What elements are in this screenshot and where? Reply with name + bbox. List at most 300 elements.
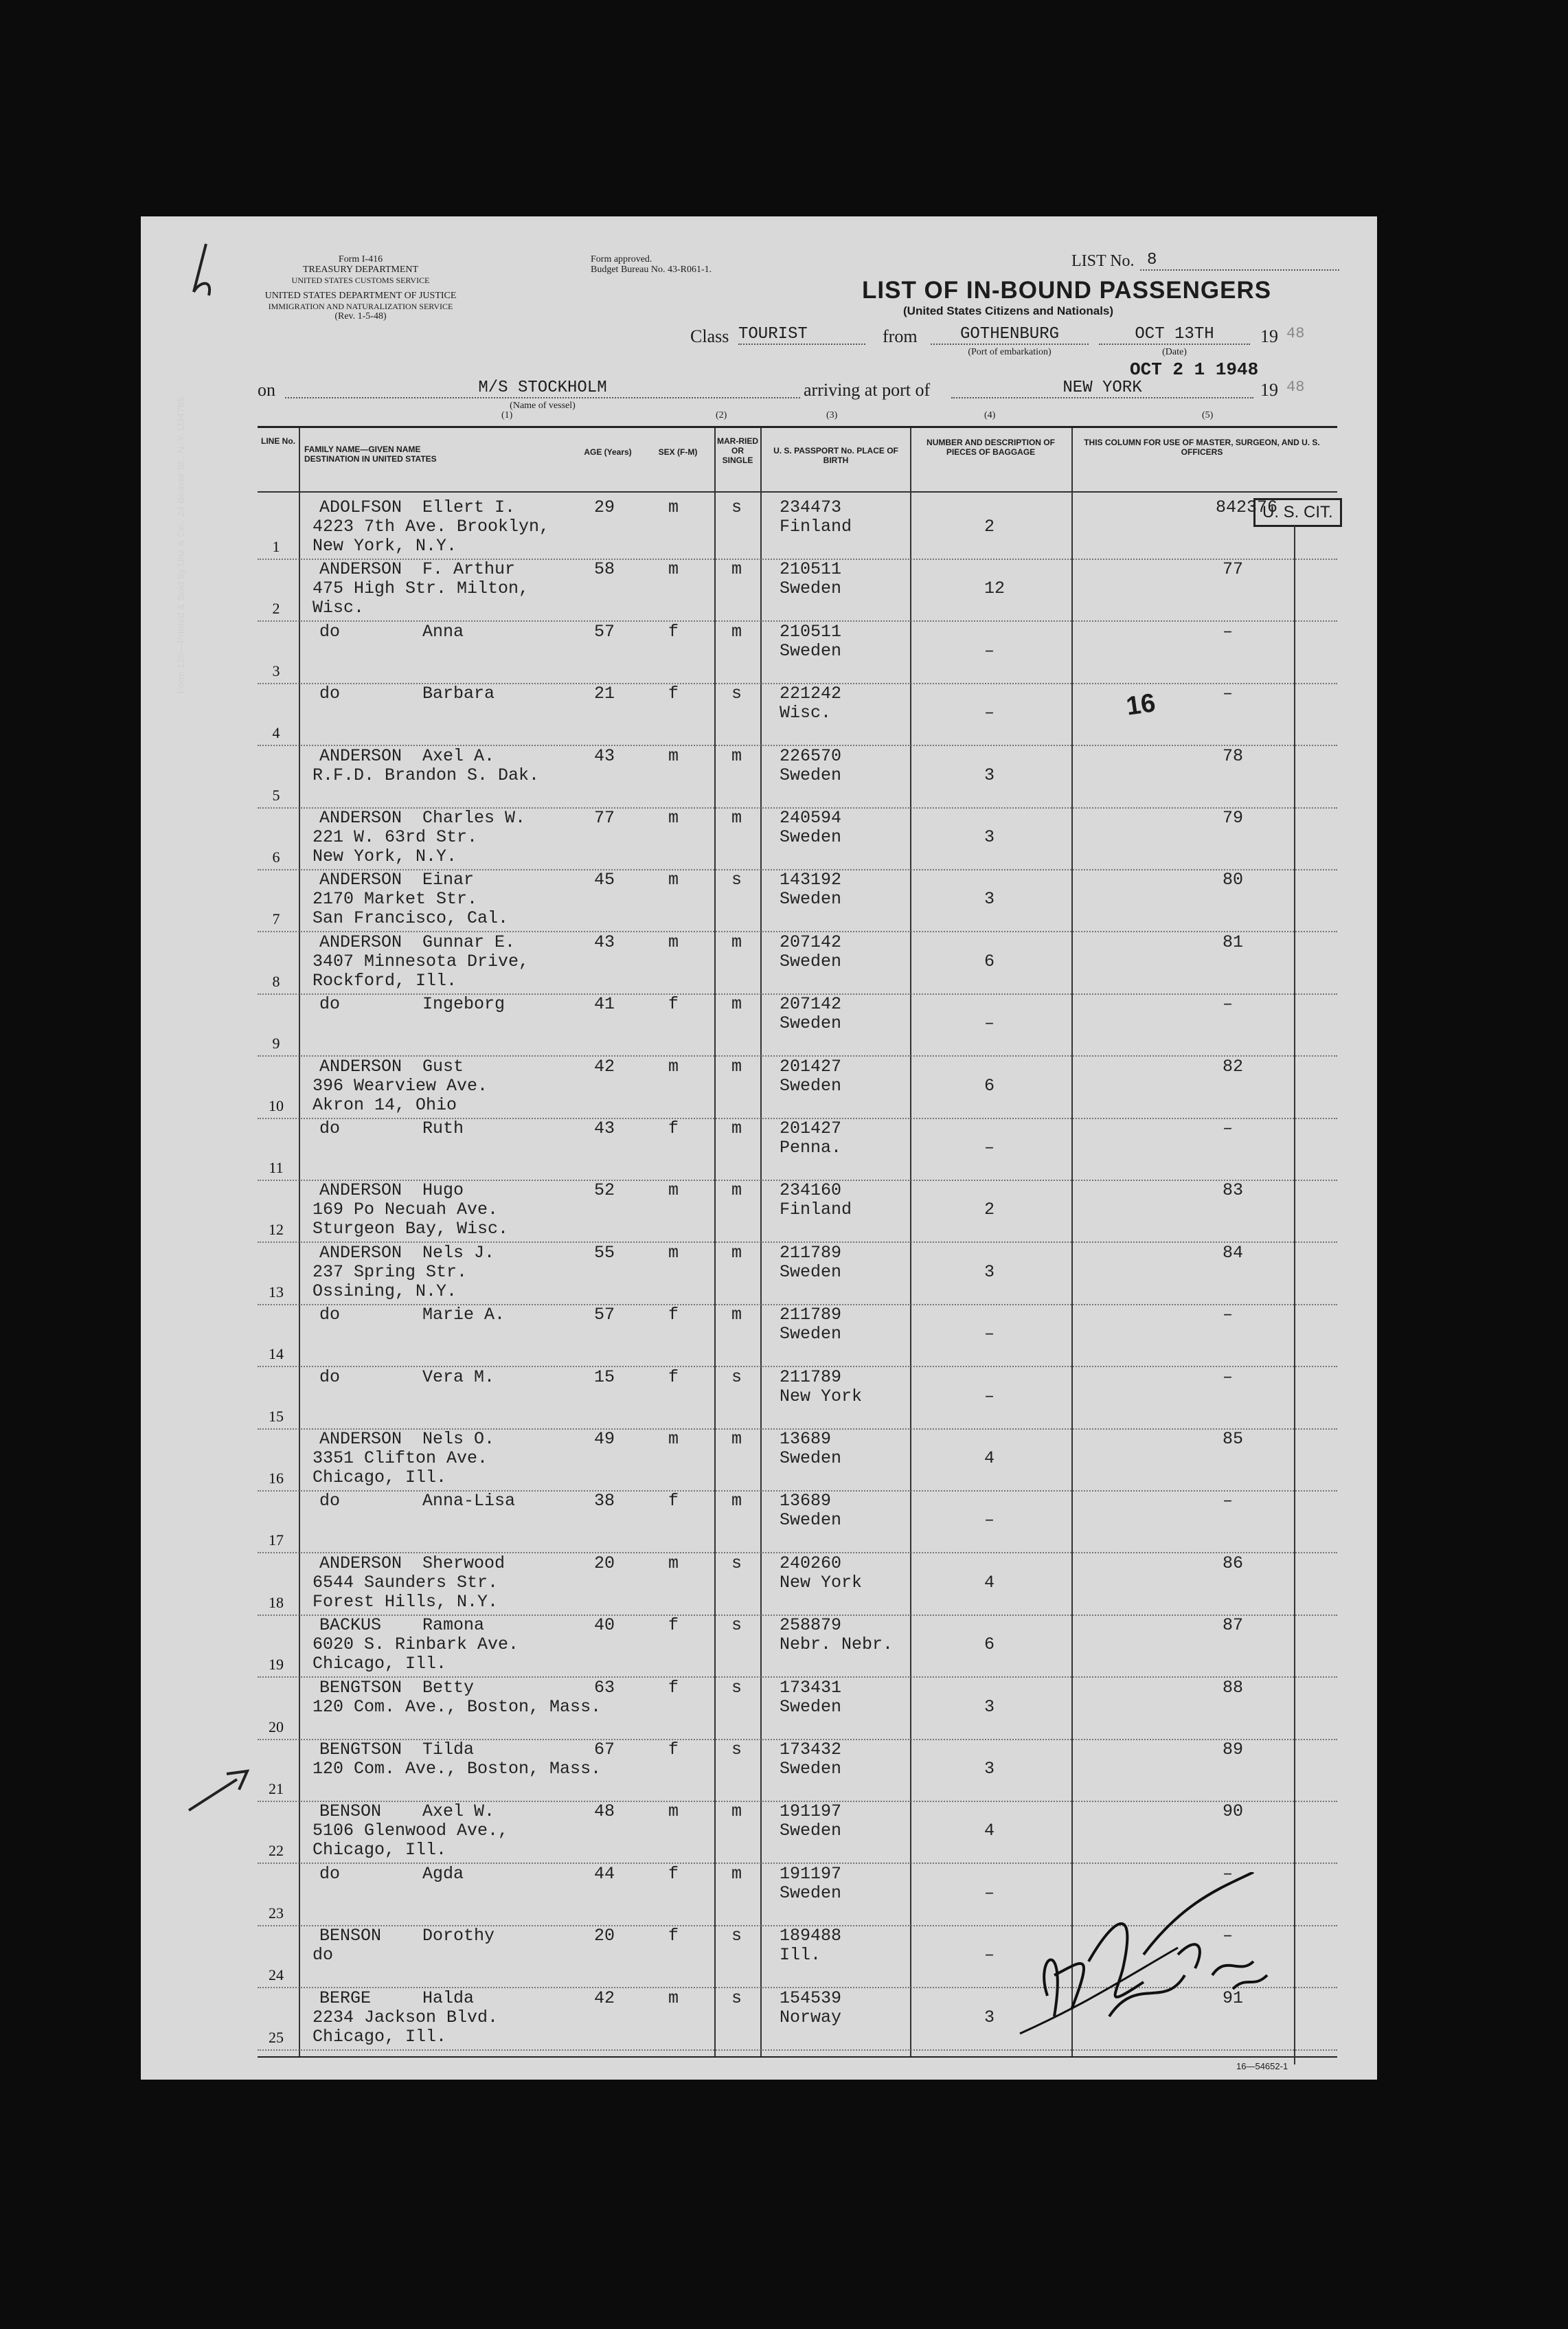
place-of-birth: Norway xyxy=(780,2007,842,2027)
line-number: 5 xyxy=(272,786,280,804)
page-subtitle: (United States Citizens and Nationals) xyxy=(903,304,1114,317)
given-name: Sherwood xyxy=(422,1553,505,1573)
age: 43 xyxy=(594,932,615,952)
passenger-row xyxy=(258,559,1337,622)
sex: f xyxy=(668,994,679,1015)
baggage-count: – xyxy=(984,1386,995,1406)
baggage-count: – xyxy=(984,1324,995,1344)
address-line-2: Akron 14, Ohio xyxy=(313,1094,457,1115)
marital-status: s xyxy=(731,1988,742,2008)
marital-status: s xyxy=(731,1677,742,1698)
officer-number: – xyxy=(1223,1118,1234,1138)
given-name: Nels J. xyxy=(422,1242,495,1263)
passenger-row xyxy=(258,869,1337,932)
line-number: 19 xyxy=(269,1656,284,1674)
age: 57 xyxy=(594,1305,615,1325)
address-line-2: Chicago, Ill. xyxy=(313,2026,447,2047)
sex: f xyxy=(668,1926,679,1946)
officer-number: 78 xyxy=(1223,745,1244,766)
passport-number: 13689 xyxy=(780,1429,832,1449)
passport-number: 240594 xyxy=(780,808,842,828)
address-line-1: 169 Po Necuah Ave. xyxy=(313,1200,499,1220)
justice-dept: UNITED STATES DEPARTMENT OF JUSTICE xyxy=(264,291,457,301)
sex: m xyxy=(668,1988,679,2008)
passport-number: 234160 xyxy=(780,1180,842,1201)
baggage-count: – xyxy=(984,703,995,723)
place-of-birth: New York xyxy=(780,1386,863,1406)
passport-number: 201427 xyxy=(780,1118,842,1138)
family-name: BERGE xyxy=(319,1988,372,2008)
passenger-row xyxy=(258,621,1337,684)
address-line-1: do xyxy=(313,1945,334,1966)
line-number: 23 xyxy=(269,1904,284,1922)
marital-status: m xyxy=(731,1180,742,1201)
passport-number: 258879 xyxy=(780,1615,842,1636)
passport-number: 240260 xyxy=(780,1553,842,1573)
marital-status: m xyxy=(731,1863,742,1884)
given-name: Hugo xyxy=(422,1180,464,1201)
baggage-count: 4 xyxy=(984,1448,995,1468)
embarkation-port: GOTHENBURG xyxy=(931,325,1089,345)
address-line-2: Chicago, Ill. xyxy=(313,1840,447,1860)
age: 41 xyxy=(594,994,615,1015)
age: 29 xyxy=(594,497,615,517)
place-of-birth: Nebr. Nebr. xyxy=(780,1634,894,1655)
age: 77 xyxy=(594,808,615,828)
baggage-count: 3 xyxy=(984,827,995,847)
place-of-birth: Sweden xyxy=(780,640,842,661)
line-number: 13 xyxy=(269,1283,284,1301)
officer-number: 82 xyxy=(1223,1056,1244,1077)
marital-status: s xyxy=(731,1553,742,1573)
place-of-birth: Sweden xyxy=(780,1261,842,1282)
line-number: 22 xyxy=(269,1842,284,1860)
marital-status: s xyxy=(731,1926,742,1946)
address-line-2: New York, N.Y. xyxy=(313,846,457,866)
line-number: 7 xyxy=(272,910,280,928)
passport-number: 173431 xyxy=(780,1677,842,1698)
baggage-count: 12 xyxy=(984,578,1005,599)
address-line-1: 120 Com. Ave., Boston, Mass. xyxy=(313,1696,602,1717)
given-name: Gunnar E. xyxy=(422,932,516,952)
baggage-count: – xyxy=(984,1510,995,1531)
sex: f xyxy=(668,1615,679,1636)
list-no-value: 8 xyxy=(1140,251,1339,271)
baggage-count: 4 xyxy=(984,1821,995,1841)
passenger-row xyxy=(258,1304,1337,1367)
passport-number: 191197 xyxy=(780,1863,842,1884)
given-name: Axel A. xyxy=(422,745,495,766)
header-baggage: NUMBER AND DESCRIPTION OF PIECES OF BAGGAGE xyxy=(927,438,1055,457)
age: 48 xyxy=(594,1801,615,1822)
passenger-row xyxy=(258,683,1337,746)
marital-status: m xyxy=(731,1801,742,1822)
address-line-1: 5106 Glenwood Ave., xyxy=(313,1821,509,1841)
form-number: Form I-416 xyxy=(338,254,383,265)
marital-status: s xyxy=(731,1615,742,1636)
officer-number: 77 xyxy=(1223,559,1244,580)
embarkation-date: OCT 13TH xyxy=(1099,325,1250,345)
sex: f xyxy=(668,1118,679,1138)
baggage-count: 6 xyxy=(984,1634,995,1655)
baggage-count: – xyxy=(984,640,995,661)
marital-status: s xyxy=(731,497,742,517)
passenger-row xyxy=(258,1242,1337,1305)
sex: m xyxy=(668,497,679,517)
family-name: do xyxy=(319,1305,341,1325)
line-number: 15 xyxy=(269,1407,284,1425)
marital-status: m xyxy=(731,1056,742,1077)
address-line-2: New York, N.Y. xyxy=(313,536,457,556)
baggage-count: 2 xyxy=(984,517,995,537)
age: 63 xyxy=(594,1677,615,1698)
age: 44 xyxy=(594,1863,615,1884)
age: 49 xyxy=(594,1429,615,1449)
given-name: Ramona xyxy=(422,1615,485,1636)
address-line-1: 221 W. 63rd Str. xyxy=(313,827,478,847)
class-value: TOURIST xyxy=(738,325,865,345)
passport-number: 201427 xyxy=(780,1056,842,1077)
sex: f xyxy=(668,1677,679,1698)
passenger-row xyxy=(258,1739,1337,1802)
budget-bureau: Budget Bureau No. 43-R061-1. xyxy=(591,265,712,275)
header-line-no: LINE No. xyxy=(261,436,295,446)
officer-number: 88 xyxy=(1223,1677,1244,1698)
address-line-1: 3351 Clifton Ave. xyxy=(313,1448,488,1468)
given-name: F. Arthur xyxy=(422,559,516,580)
baggage-count: 3 xyxy=(984,1759,995,1779)
margin-note: 16 xyxy=(1124,688,1157,721)
line-number: 20 xyxy=(269,1718,284,1735)
baggage-count: 3 xyxy=(984,2007,995,2027)
passport-number: 189488 xyxy=(780,1926,842,1946)
passport-number: 207142 xyxy=(780,932,842,952)
year-value: 48 xyxy=(1286,325,1305,342)
officer-number: 842376 xyxy=(1216,497,1278,517)
header-married: MAR-RIED OR SINGLE xyxy=(717,436,758,465)
line-number: 10 xyxy=(269,1096,284,1114)
officer-number: – xyxy=(1223,1366,1234,1387)
officer-number: 89 xyxy=(1223,1740,1244,1759)
line-number: 9 xyxy=(272,1035,280,1053)
baggage-count: 3 xyxy=(984,1261,995,1282)
place-of-birth: Sweden xyxy=(780,578,842,599)
place-of-birth: Sweden xyxy=(780,1882,842,1903)
given-name: Ruth xyxy=(422,1118,464,1138)
age: 42 xyxy=(594,1056,615,1077)
arrow-mark xyxy=(185,1766,261,1814)
family-name: BENSON xyxy=(319,1926,382,1946)
place-of-birth: Sweden xyxy=(780,1013,842,1034)
line-number: 18 xyxy=(269,1593,284,1611)
customs-service: UNITED STATES CUSTOMS SERVICE xyxy=(291,275,430,285)
passenger-row xyxy=(258,1366,1337,1430)
place-of-birth: Finland xyxy=(780,517,852,537)
date-caption: (Date) xyxy=(1162,347,1187,357)
address-line-2: Forest Hills, N.Y. xyxy=(313,1591,499,1612)
family-name: do xyxy=(319,1863,341,1884)
sex: m xyxy=(668,559,679,580)
place-of-birth: Sweden xyxy=(780,765,842,785)
baggage-count: 4 xyxy=(984,1572,995,1593)
age: 15 xyxy=(594,1366,615,1387)
port-caption: (Port of embarkation) xyxy=(968,347,1052,357)
sex: m xyxy=(668,1429,679,1449)
given-name: Anna-Lisa xyxy=(422,1491,516,1511)
passport-number: 211789 xyxy=(780,1305,842,1325)
age: 43 xyxy=(594,1118,615,1138)
column-index-2: (2) xyxy=(716,410,727,420)
family-name: ANDERSON xyxy=(319,1242,402,1263)
marital-status: m xyxy=(731,1118,742,1138)
officer-number: 79 xyxy=(1223,808,1244,828)
side-print-text xyxy=(175,397,186,694)
officer-number: 85 xyxy=(1223,1429,1244,1449)
address-line-2: Wisc. xyxy=(313,598,365,618)
immigration-service: IMMIGRATION AND NATURALIZATION SERVICE xyxy=(268,302,453,311)
passport-number: 211789 xyxy=(780,1242,842,1263)
family-name: ANDERSON xyxy=(319,559,402,580)
passport-number: 211789 xyxy=(780,1366,842,1387)
sex: m xyxy=(668,932,679,952)
column-index-4: (4) xyxy=(984,410,996,420)
address-line-2: Rockford, Ill. xyxy=(313,970,457,991)
marital-status: m xyxy=(731,559,742,580)
marital-status: m xyxy=(731,808,742,828)
treasury-dept: TREASURY DEPARTMENT xyxy=(302,265,419,275)
age: 45 xyxy=(594,870,615,890)
officer-number: 81 xyxy=(1223,932,1244,952)
column-index-3: (3) xyxy=(826,410,838,420)
family-name: ADOLFSON xyxy=(319,497,402,517)
line-number: 12 xyxy=(269,1221,284,1239)
passenger-row xyxy=(258,1428,1337,1492)
place-of-birth: Wisc. xyxy=(780,703,832,723)
line-number: 14 xyxy=(269,1345,284,1363)
family-name: ANDERSON xyxy=(319,808,402,828)
line-number: 24 xyxy=(269,1966,284,1984)
address-line-1: 6544 Saunders Str. xyxy=(313,1572,499,1593)
officer-number: 87 xyxy=(1223,1615,1244,1636)
marital-status: m xyxy=(731,621,742,642)
age: 42 xyxy=(594,1988,615,2008)
given-name: Charles W. xyxy=(422,808,526,828)
place-of-birth: Sweden xyxy=(780,1510,842,1531)
line-number: 6 xyxy=(272,848,280,866)
arriving-label: arriving at port of xyxy=(804,380,931,400)
passport-number: 207142 xyxy=(780,994,842,1015)
place-of-birth: Sweden xyxy=(780,1075,842,1096)
manifest-page xyxy=(141,216,1377,2080)
passenger-row xyxy=(258,932,1337,995)
column-index-1: (1) xyxy=(501,410,513,420)
marital-status: s xyxy=(731,1740,742,1759)
arrival-port: NEW YORK xyxy=(951,379,1253,398)
address-line-1: 237 Spring Str. xyxy=(313,1261,468,1282)
line-number: 25 xyxy=(269,2028,284,2046)
age: 38 xyxy=(594,1491,615,1511)
passport-number: 221242 xyxy=(780,684,842,704)
family-name: do xyxy=(319,994,341,1015)
family-name: ANDERSON xyxy=(319,1056,402,1077)
officer-number: – xyxy=(1223,1863,1234,1884)
age: 67 xyxy=(594,1740,615,1759)
officer-number: 83 xyxy=(1223,1180,1244,1201)
sex: f xyxy=(668,1366,679,1387)
address-line-2: Chicago, Ill. xyxy=(313,1467,447,1487)
marital-status: m xyxy=(731,1429,742,1449)
marital-status: m xyxy=(731,932,742,952)
arrival-date-stamp: OCT 2 1 1948 xyxy=(1130,359,1259,380)
age: 21 xyxy=(594,684,615,704)
given-name: Einar xyxy=(422,870,475,890)
address-line-1: 396 Wearview Ave. xyxy=(313,1075,488,1096)
side-print-label: Form 125—Printed & Sold by Unz & Co., 24 Beaver St., N. Y. U34795 xyxy=(175,396,186,694)
address-line-2: Sturgeon Bay, Wisc. xyxy=(313,1219,509,1239)
officer-number: – xyxy=(1223,994,1234,1015)
column-index-5: (5) xyxy=(1202,410,1214,420)
marital-status: m xyxy=(731,1491,742,1511)
sex: m xyxy=(668,870,679,890)
place-of-birth: Sweden xyxy=(780,951,842,971)
revision: (Rev. 1-5-48) xyxy=(334,311,387,322)
officer-number: – xyxy=(1223,621,1234,642)
list-no-label: LIST No. xyxy=(1071,252,1135,270)
passenger-row xyxy=(258,993,1337,1057)
family-name: do xyxy=(319,684,341,704)
baggage-count: 3 xyxy=(984,889,995,910)
place-of-birth: Ill. xyxy=(780,1945,821,1966)
passport-number: 173432 xyxy=(780,1740,842,1759)
officer-number: – xyxy=(1223,1491,1234,1511)
line-number: 2 xyxy=(272,600,280,618)
baggage-count: 6 xyxy=(984,1075,995,1096)
vessel-caption: (Name of vessel) xyxy=(510,401,576,411)
arrival-year: 48 xyxy=(1286,379,1305,396)
baggage-count: – xyxy=(984,1882,995,1903)
officer-number: 90 xyxy=(1223,1801,1244,1822)
sex: m xyxy=(668,1801,679,1822)
given-name: Betty xyxy=(422,1677,475,1698)
sex: m xyxy=(668,1180,679,1201)
passport-number: 226570 xyxy=(780,745,842,766)
line-number: 1 xyxy=(272,538,280,555)
family-name: ANDERSON xyxy=(319,1180,402,1201)
sex: m xyxy=(668,1056,679,1077)
line-number: 4 xyxy=(272,724,280,742)
family-name: ANDERSON xyxy=(319,1553,402,1573)
family-name: do xyxy=(319,1118,341,1138)
on-label: on xyxy=(258,380,275,400)
place-of-birth: Finland xyxy=(780,1200,852,1220)
address-line-2: San Francisco, Cal. xyxy=(313,908,509,929)
age: 20 xyxy=(594,1926,615,1946)
passenger-row xyxy=(258,1614,1337,1678)
passport-number: 210511 xyxy=(780,621,842,642)
place-of-birth: Sweden xyxy=(780,1696,842,1717)
line-number: 8 xyxy=(272,972,280,990)
family-name: ANDERSON xyxy=(319,745,402,766)
passport-number: 210511 xyxy=(780,559,842,580)
address-line-1: 2170 Market Str. xyxy=(313,889,478,910)
address-line-1: 6020 S. Rinbark Ave. xyxy=(313,1634,519,1655)
address-line-2: Ossining, N.Y. xyxy=(313,1281,457,1301)
baggage-count: 6 xyxy=(984,951,995,971)
address-line-1: 475 High Str. Milton, xyxy=(313,578,530,599)
passenger-row xyxy=(258,1801,1337,1864)
family-name: BENGTSON xyxy=(319,1740,402,1759)
sex: m xyxy=(668,1242,679,1263)
sex: f xyxy=(668,621,679,642)
place-of-birth: Penna. xyxy=(780,1138,842,1158)
place-of-birth: Sweden xyxy=(780,827,842,847)
given-name: Halda xyxy=(422,1988,475,2008)
officer-number: – xyxy=(1223,1926,1234,1946)
address-line-1: 120 Com. Ave., Boston, Mass. xyxy=(313,1759,602,1779)
baggage-count: 2 xyxy=(984,1200,995,1220)
marital-status: s xyxy=(731,870,742,890)
family-name: ANDERSON xyxy=(319,932,402,952)
family-name: do xyxy=(319,621,341,642)
address-line-1: 2234 Jackson Blvd. xyxy=(313,2007,499,2027)
family-name: ANDERSON xyxy=(319,1429,402,1449)
place-of-birth: New York xyxy=(780,1572,863,1593)
officer-number: 91 xyxy=(1223,1988,1244,2008)
header-destination: DESTINATION IN UNITED STATES xyxy=(304,454,437,464)
marital-status: m xyxy=(731,1305,742,1325)
baggage-count: 3 xyxy=(984,765,995,785)
header-name: FAMILY NAME—GIVEN NAME xyxy=(304,445,421,454)
passport-number: 154539 xyxy=(780,1988,842,2008)
baggage-count: – xyxy=(984,1013,995,1034)
place-of-birth: Sweden xyxy=(780,1759,842,1779)
arrival-year-prefix: 19 xyxy=(1260,380,1278,400)
header-passport: U. S. PASSPORT No. PLACE OF BIRTH xyxy=(773,446,898,465)
given-name: Nels O. xyxy=(422,1429,495,1449)
check-mark xyxy=(185,240,220,316)
place-of-birth: Sweden xyxy=(780,1821,842,1841)
family-name: BACKUS xyxy=(319,1615,382,1636)
given-name: Ellert I. xyxy=(422,497,516,517)
header-sex: SEX (F-M) xyxy=(658,447,698,457)
baggage-count: – xyxy=(984,1138,995,1158)
passenger-table xyxy=(258,426,1337,2058)
year-prefix: 19 xyxy=(1260,326,1278,346)
age: 55 xyxy=(594,1242,615,1263)
family-name: BENSON xyxy=(319,1801,382,1822)
age: 58 xyxy=(594,559,615,580)
age: 43 xyxy=(594,745,615,766)
sex: f xyxy=(668,1305,679,1325)
age: 52 xyxy=(594,1180,615,1201)
family-name: BENGTSON xyxy=(319,1677,402,1698)
officer-number: 80 xyxy=(1223,870,1244,890)
given-name: Tilda xyxy=(422,1740,475,1759)
officer-number: – xyxy=(1223,1305,1234,1325)
passenger-row xyxy=(258,1553,1337,1616)
address-line-1: R.F.D. Brandon S. Dak. xyxy=(313,765,540,785)
given-name: Ingeborg xyxy=(422,994,505,1015)
place-of-birth: Sweden xyxy=(780,1324,842,1344)
passport-number: 234473 xyxy=(780,497,842,517)
passenger-row xyxy=(258,1180,1337,1243)
address-line-1: 3407 Minnesota Drive, xyxy=(313,951,530,971)
sex: f xyxy=(668,684,679,704)
us-citizen-stamp: U. S. CIT. xyxy=(1253,498,1342,527)
marital-status: s xyxy=(731,1366,742,1387)
place-of-birth: Sweden xyxy=(780,1448,842,1468)
class-label: Class xyxy=(690,326,729,346)
